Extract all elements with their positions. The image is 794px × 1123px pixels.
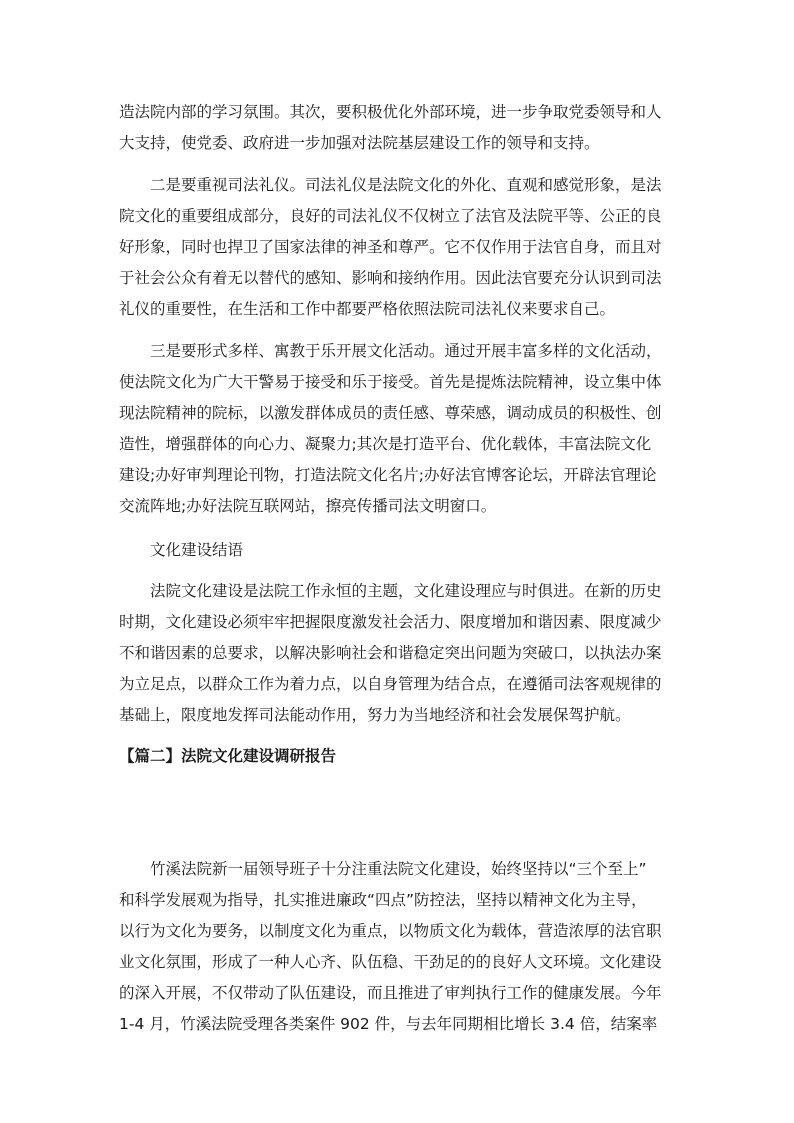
text-line: 二是要重视司法礼仪。司法礼仪是法院文化的外化、直观和感觉形象，是法 — [150, 176, 662, 194]
text-line: 基础上，限度地发挥司法能动作用，努力为当地经济和社会发展保驾护航。 — [119, 706, 631, 724]
text-line: 和科学发展观为指导，扎实推进廉政“四点”防控法，坚持以精神文化为主导， — [119, 891, 647, 909]
text-line: 三是要形式多样、寓教于乐开展文化活动。通过开展丰富多样的文化活动， — [150, 342, 662, 360]
text-line: 于社会公众有着无以替代的感知、影响和接纳作用。因此法官要充分认识到司法 — [119, 269, 662, 287]
text-line: 造法院内部的学习氛围。其次，要积极优化外部环境，进一步争取党委领导和人 — [119, 103, 662, 121]
text-line: 造性，增强群体的向心力、凝聚力;其次是打造平台、优化载体，丰富法院文化 — [119, 435, 652, 453]
text-line: 大支持，使党委、政府进一步加强对法院基层建设工作的领导和支持。 — [119, 134, 600, 152]
text-line: 法院文化建设是法院工作永恒的主题，文化建设理应与时俱进。在新的历史 — [150, 582, 662, 600]
text-line: 的深入开展，不仅带动了队伍建设，而且推进了审判执行工作的健康发展。今年 — [119, 984, 662, 1002]
text-line: 院文化的重要组成部分，良好的司法礼仪不仅树立了法官及法院平等、公正的良 — [119, 207, 662, 225]
text-line: 为立足点，以群众工作为着力点，以自身管理为结合点，在遵循司法客观规律的 — [119, 675, 662, 693]
text-line: 时期，文化建设必须牢牢把握限度激发社会活力、限度增加和谐因素、限度减少 — [119, 613, 662, 631]
text-line: 现法院精神的院标，以激发群体成员的责任感、尊荣感，调动成员的积极性、创 — [119, 404, 662, 422]
text-line: 建设;办好审判理论刊物，打造法院文化名片;办好法官博客论坛，开辟法官理论 — [119, 466, 657, 484]
text-line: 竹溪法院新一届领导班子十分注重法院文化建设，始终坚持以“三个至上” — [150, 860, 647, 878]
section-subheading: 文化建设结语 — [150, 541, 244, 559]
text-line: 礼仪的重要性，在生活和工作中都要严格依照法院司法礼仪来要求自己。 — [119, 300, 616, 318]
text-line: 交流阵地;办好法院互联网站，擦亮传播司法文明窗口。 — [119, 497, 497, 515]
text-line: 不和谐因素的总要求，以解决影响社会和谐稳定突出问题为突破口，以执法办案 — [119, 644, 662, 662]
section-heading: 【篇二】法院文化建设调研报告 — [119, 747, 337, 765]
text-line: 使法院文化为广大干警易于接受和乐于接受。首先是提炼法院精神，设立集中体 — [119, 373, 662, 391]
text-line: 业文化氛围，形成了一种人心齐、队伍稳、干劲足的的良好人文环境。文化建设 — [119, 953, 662, 971]
text-line: 以行为文化为要务，以制度文化为重点，以物质文化为载体，营造浓厚的法官职 — [119, 922, 662, 940]
text-line: 好形象，同时也捍卫了国家法律的神圣和尊严。它不仅作用于法官自身，而且对 — [119, 238, 662, 256]
text-line: 1-4 月，竹溪法院受理各类案件 902 件，与去年同期相比增长 3.4 倍，结案率 — [119, 1015, 658, 1033]
